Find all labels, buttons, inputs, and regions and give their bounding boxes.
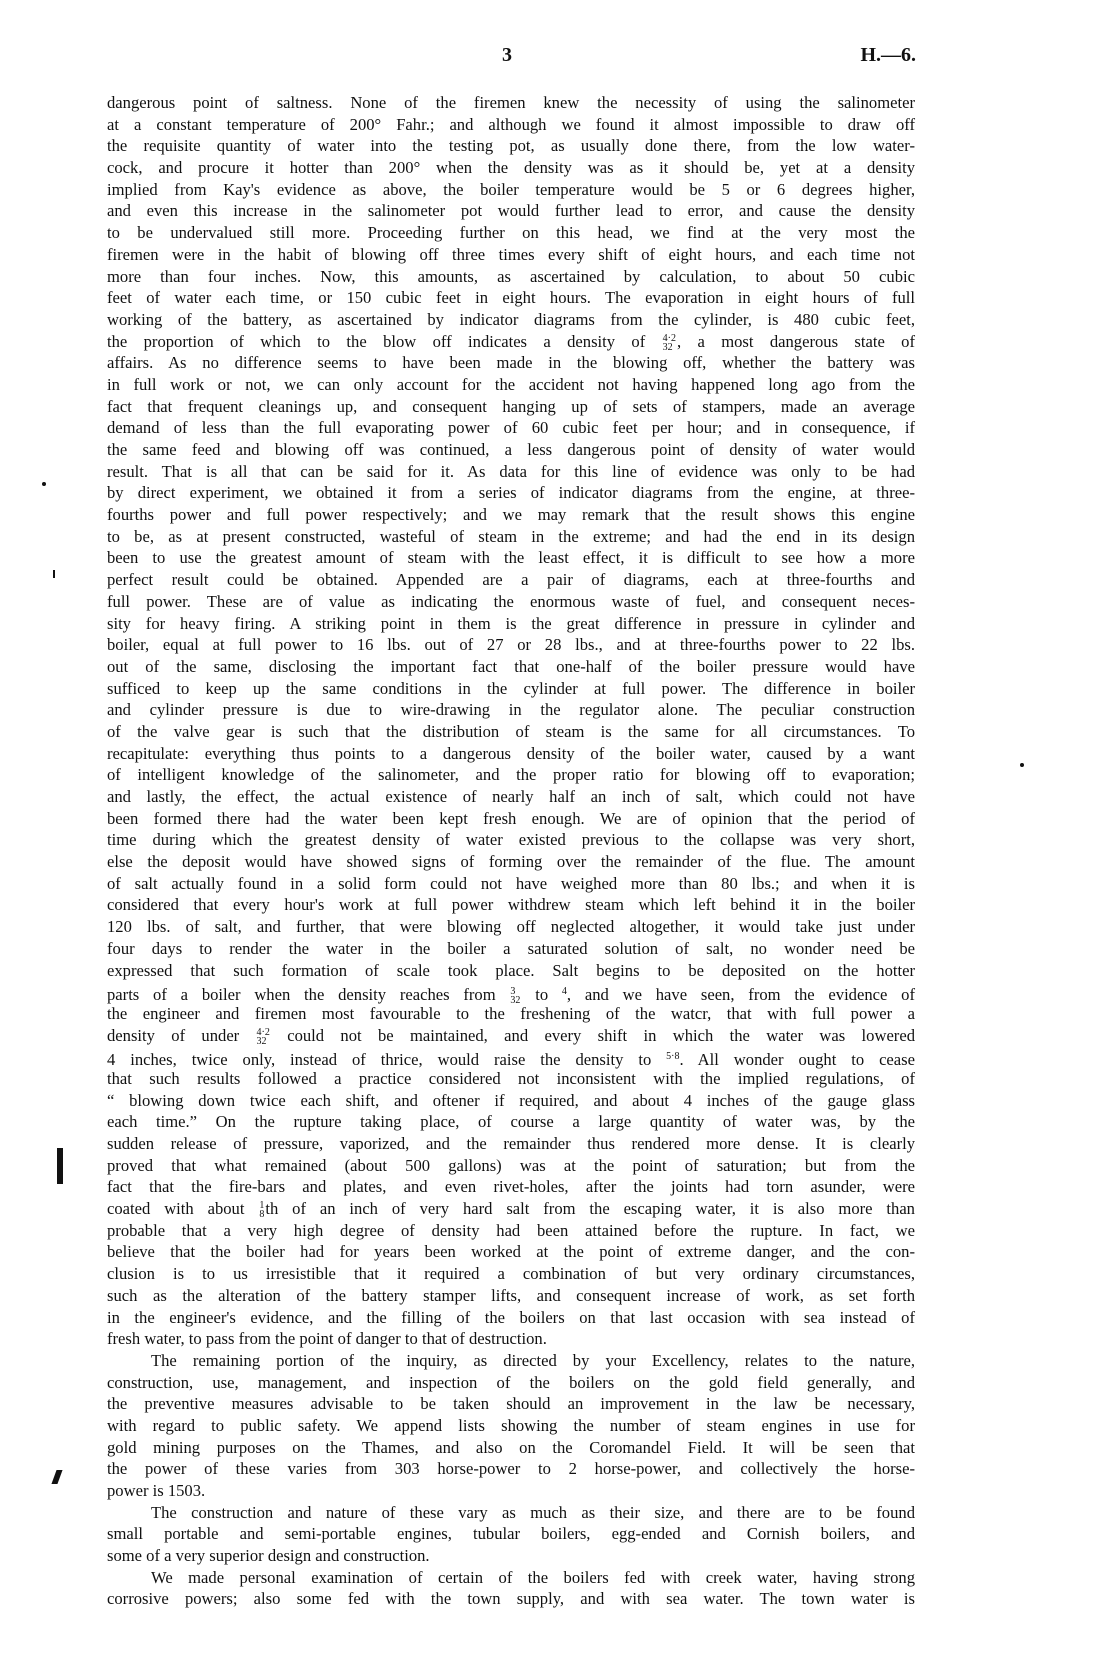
- text-line: [107, 157, 915, 179]
- text-line: [107, 1523, 915, 1545]
- text-line: [107, 721, 915, 743]
- text-line: [107, 764, 915, 786]
- text-run: the same feed and blowing off was continued, a less dangerous point of density of water would: [107, 440, 915, 459]
- text-line: [107, 1545, 915, 1567]
- margin-mark: [42, 482, 46, 486]
- text-run: could not be maintained, and every shift in which the water was lowered: [270, 1025, 915, 1045]
- text-run: , a most dangerous state of: [676, 331, 915, 351]
- text-line: [107, 1285, 915, 1307]
- text-line: [107, 396, 915, 418]
- text-line: [107, 1220, 915, 1242]
- text-run: been to use the greatest amount of steam with the least effect, it is difficult to see how a more: [107, 548, 915, 568]
- text-run: demand of less than the full evaporating power of 60 cubic feet per hour; and in consequence, if: [107, 418, 915, 438]
- text-line: [107, 1350, 915, 1372]
- text-line: [107, 526, 915, 548]
- text-run: gold mining purposes on the Thames, and also on the Coromandel Field. It will be seen that: [107, 1437, 915, 1457]
- text-line: [107, 656, 915, 678]
- text-run: been formed there had the water been kept fresh enough. We are of opinion that the period of: [107, 808, 915, 828]
- text-run: 120 lbs. of salt, and further, that were blowing off neglected altogether, it would take just under: [107, 917, 915, 937]
- text-run: The construction and nature of these vary as much as their size, and there are to be found: [151, 1502, 915, 1522]
- text-line: [107, 613, 915, 635]
- text-line: [107, 569, 915, 591]
- text-run: fresh water, to pass from the point of danger to that of destruction.: [107, 1329, 547, 1349]
- text-run: some of a very superior design and construction.: [107, 1546, 430, 1566]
- text-run: of salt actually found in a solid form could not have weighed more than 80 lbs.; and when it is: [107, 873, 915, 893]
- text-line: [107, 1133, 915, 1155]
- text-line: [107, 981, 915, 1007]
- text-run: implied from Kay's evidence as above, the boiler temperature would be 5 or 6 degrees higher,: [107, 179, 915, 199]
- text-run: probable that a very high degree of density had been attained before the rupture. In fact, we: [107, 1220, 915, 1240]
- text-line: [107, 1090, 915, 1112]
- body-text: [107, 92, 915, 1610]
- text-run: and lastly, the effect, the actual existence of nearly half an inch of salt, which could not have: [107, 787, 915, 806]
- text-line: [107, 222, 915, 244]
- text-run: at a constant temperature of 200° Fahr.; and although we found it almost impossible to draw off: [107, 114, 915, 134]
- text-run: of intelligent knowledge of the salinometer, and the proper ratio for blowing off to evaporation;: [107, 765, 915, 785]
- text-run: The remaining portion of the inquiry, as directed by your Excellency, relates to the nature,: [151, 1350, 915, 1370]
- text-run: by direct experiment, we obtained it from a series of indicator diagrams from the engine, at three-: [107, 483, 915, 503]
- superscript: 5·8: [666, 1051, 680, 1063]
- text-run: the engineer and firemen most favourable to the freshening of the watcr, that with full power a: [107, 1003, 915, 1023]
- text-line: [107, 916, 915, 938]
- text-line: [107, 808, 915, 830]
- text-run: We made personal examination of certain of the boilers fed with creek water, having strong: [151, 1567, 915, 1587]
- text-line: [107, 960, 915, 982]
- text-line: [107, 1111, 915, 1133]
- text-run: sity for heavy firing. A striking point in them is the great difference in pressure in cylinder and: [107, 613, 915, 633]
- text-line: [107, 873, 915, 895]
- text-run: feet of water each time, or 150 cubic feet in eight hours. The evaporation in eight hours of full: [107, 288, 915, 308]
- margin-mark: [53, 570, 55, 578]
- text-run: in full work or not, we can only account for the accident not having happened long ago from the: [107, 374, 915, 394]
- fraction-numerator: 3: [510, 986, 516, 998]
- text-run: such as the alteration of the battery stamper lifts, and consequent increase of work, as set forth: [107, 1285, 915, 1305]
- text-run: more than four inches. Now, this amounts, as ascertained by calculation, to about 50 cubic: [107, 266, 915, 286]
- text-run: corrosive powers; also some fed with the town supply, and with sea water. The town water is: [107, 1589, 915, 1609]
- text-line: [107, 266, 915, 288]
- fraction: [257, 1028, 270, 1046]
- text-line: [107, 1155, 915, 1177]
- text-run: fourths power and full power respectively; and we may remark that the result shows this engine: [107, 505, 915, 525]
- text-line: [107, 1502, 915, 1524]
- text-line: [107, 1415, 915, 1437]
- text-line: [107, 634, 915, 656]
- text-line: [107, 1068, 915, 1090]
- text-run: affairs. As no difference seems to have been made in the blowing off, whether the battery was: [107, 353, 915, 373]
- margin-mark: [57, 1148, 63, 1184]
- text-line: [107, 591, 915, 613]
- text-line: [107, 1003, 915, 1025]
- text-run: time during which the greatest density of water existed previous to the collapse was very short,: [107, 830, 915, 850]
- text-run: and even this increase in the salinometer pot would further lead to error, and cause the density: [107, 201, 915, 221]
- text-line: [107, 1307, 915, 1329]
- text-line: [107, 1588, 915, 1610]
- text-run: the requisite quantity of water into the testing pot, as usually done there, from the low water-: [107, 136, 915, 156]
- text-run: and cylinder pressure is due to wire-drawing in the regulator alone. The peculiar construction: [107, 700, 915, 720]
- text-run: coated with about: [107, 1199, 259, 1219]
- text-line: [107, 135, 915, 157]
- text-line: [107, 92, 915, 114]
- text-run: that such results followed a practice considered not inconsistent with the implied regulations, of: [107, 1068, 915, 1088]
- text-line: [107, 1046, 915, 1068]
- text-line: [107, 938, 915, 960]
- text-line: [107, 1567, 915, 1589]
- text-run: with regard to public safety. We append lists showing the number of steam engines in use for: [107, 1415, 915, 1435]
- text-line: [107, 482, 915, 504]
- fraction-denominator: 32: [510, 995, 521, 1007]
- text-line: [107, 1393, 915, 1415]
- text-run: the proportion of which to the blow off indicates a density of: [107, 331, 662, 351]
- text-line: [107, 309, 915, 331]
- text-line: [107, 678, 915, 700]
- text-line: [107, 743, 915, 765]
- text-line: [107, 547, 915, 569]
- fraction: [663, 334, 676, 352]
- text-line: [107, 114, 915, 136]
- text-line: [107, 1025, 915, 1047]
- text-line: [107, 786, 915, 808]
- text-line: [107, 1328, 915, 1350]
- text-run: proved that what remained (about 500 gallons) was at the point of saturation; but from the: [107, 1155, 915, 1175]
- text-run: small portable and semi-portable engines, tubular boilers, egg-ended and Cornish boilers, and: [107, 1524, 915, 1544]
- text-line: [107, 1241, 915, 1263]
- text-line: [107, 894, 915, 916]
- text-run: firemen were in the habit of blowing off three times every shift of eight hours, and each time not: [107, 244, 915, 264]
- text-run: recapitulate: everything thus points to a dangerous density of the boiler water, caused by a want: [107, 743, 915, 763]
- text-line: [107, 1458, 915, 1480]
- fraction: [259, 1201, 264, 1219]
- text-line: [107, 1437, 915, 1459]
- text-line: [107, 1372, 915, 1394]
- text-run: full power. These are of value as indicating the enormous waste of fuel, and consequent neces-: [107, 591, 915, 611]
- text-run: to: [521, 985, 562, 1005]
- text-run: expressed that such formation of scale took place. Salt begins to be deposited on the hotter: [107, 960, 915, 980]
- text-line: [107, 331, 915, 353]
- text-line: [107, 1198, 915, 1220]
- text-run: 4 inches, twice only, instead of thrice, would raise the density to: [107, 1050, 667, 1070]
- text-run: dangerous point of saltness. None of the firemen knew the necessity of using the salinometer: [107, 93, 915, 112]
- text-run: sudden release of pressure, vaporized, and the remainder thus rendered more dense. It is clearly: [107, 1134, 915, 1153]
- text-run: out of the same, disclosing the important fact that one-half of the boiler pressure would have: [107, 656, 915, 676]
- fraction-numerator: 1: [259, 1200, 265, 1212]
- page-number: 3: [502, 44, 512, 66]
- text-line: [107, 417, 915, 439]
- text-run: to be, as at present constructed, wasteful of steam in the extreme; and had the end in its design: [107, 526, 915, 546]
- text-run: the power of these varies from 303 horse-power to 2 horse-power, and collectively the horse-: [107, 1459, 915, 1479]
- text-line: [107, 1263, 915, 1285]
- text-line: [107, 829, 915, 851]
- text-run: . All wonder ought to cease: [679, 1050, 915, 1070]
- document-reference: H.—6.: [860, 44, 916, 66]
- text-run: to be undervalued still more. Proceeding further on this head, we find at the very most the: [107, 223, 915, 243]
- margin-mark: [1020, 763, 1024, 767]
- text-run: th of an inch of very hard salt from the escaping water, it is also more than: [265, 1199, 915, 1219]
- text-run: of the valve gear is such that the distribution of steam is the same for all circumstances. To: [107, 721, 915, 741]
- text-run: “ blowing down twice each shift, and oftener if required, and about 4 inches of the gauge glass: [107, 1090, 915, 1110]
- margin-mark: [51, 1470, 62, 1484]
- text-run: fact that the fire-bars and plates, and even rivet-holes, after the joints had torn asunder, were: [107, 1177, 915, 1197]
- fraction-denominator: 32: [662, 341, 673, 353]
- text-run: construction, use, management, and inspection of the boilers on the gold field generally, and: [107, 1372, 915, 1392]
- text-line: [107, 287, 915, 309]
- text-run: parts of a boiler when the density reaches from: [107, 985, 510, 1005]
- text-run: else the deposit would have showed signs of forming over the remainder of the flue. The amount: [107, 852, 915, 872]
- text-run: cock, and procure it hotter than 200° when the density was as it should be, yet at a density: [107, 158, 915, 178]
- text-line: [107, 699, 915, 721]
- text-run: density of under: [107, 1025, 256, 1045]
- text-line: [107, 374, 915, 396]
- text-run: believe that the boiler had for years been worked at the point of extreme danger, and the con-: [107, 1242, 915, 1262]
- text-line: [107, 1480, 915, 1502]
- text-run: clusion is to us irresistible that it required a combination of but very ordinary circumstances,: [107, 1264, 915, 1284]
- fraction-numerator: 4·2: [662, 332, 676, 344]
- fraction-denominator: 8: [259, 1209, 265, 1221]
- text-line: [107, 352, 915, 374]
- fraction-denominator: 32: [256, 1035, 267, 1047]
- text-line: [107, 504, 915, 526]
- fraction-numerator: 4·2: [256, 1026, 270, 1038]
- text-run: working of the battery, as ascertained by indicator diagrams from the cylinder, is 480 cubic feet,: [107, 309, 915, 329]
- text-run: each time.” On the rupture taking place, of course a large quantity of water was, by the: [107, 1112, 915, 1132]
- text-run: in the engineer's evidence, and the filling of the boilers on that last occasion with sea instead of: [107, 1307, 915, 1327]
- text-line: [107, 851, 915, 873]
- text-line: [107, 461, 915, 483]
- text-run: considered that every hour's work at full power withdrew steam which left behind it in the boiler: [107, 895, 915, 915]
- text-run: power is 1503.: [107, 1481, 206, 1500]
- text-run: perfect result could be obtained. Appended are a pair of diagrams, each at three-fourths and: [107, 570, 915, 590]
- text-line: [107, 439, 915, 461]
- text-run: sufficed to keep up the same conditions in the cylinder at full power. The difference in boiler: [107, 678, 915, 698]
- text-run: four days to render the water in the boiler a saturated solution of salt, no wonder need be: [107, 938, 915, 958]
- text-line: [107, 1176, 915, 1198]
- text-run: fact that frequent cleanings up, and consequent hanging up of sets of stampers, made an average: [107, 396, 915, 416]
- text-run: , and we have seen, from the evidence of: [566, 985, 915, 1005]
- text-line: [107, 244, 915, 266]
- text-line: [107, 200, 915, 222]
- superscript: 4: [561, 986, 567, 998]
- text-run: boiler, equal at full power to 16 lbs. out of 27 or 28 lbs., and at three-fourths power to 22 lbs.: [107, 635, 915, 655]
- text-run: the preventive measures advisable to be taken should an improvement in the law be necessary,: [107, 1394, 915, 1414]
- text-run: result. That is all that can be said for it. As data for this line of evidence was only to be had: [107, 461, 915, 481]
- text-line: [107, 179, 915, 201]
